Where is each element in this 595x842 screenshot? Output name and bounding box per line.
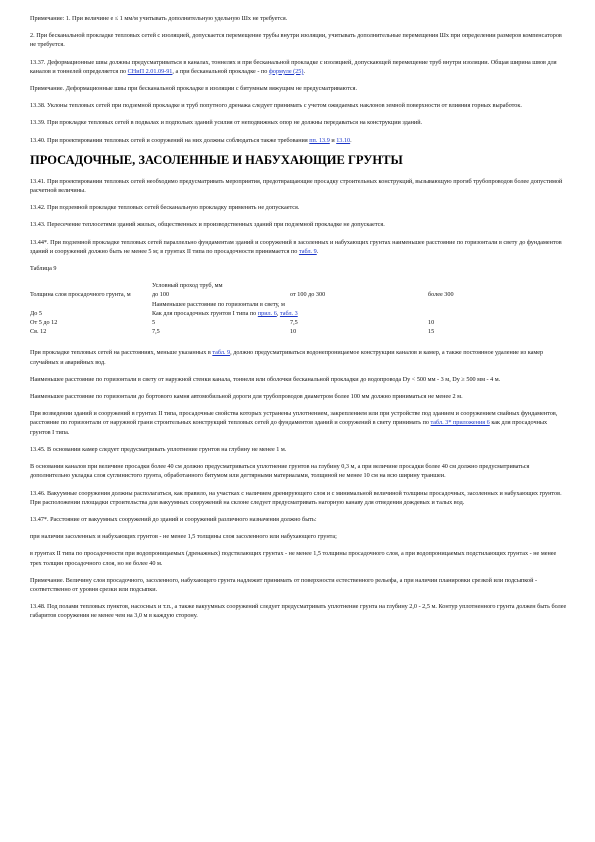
table-cell: От 5 до 12 (30, 319, 58, 327)
table-cell (152, 309, 568, 318)
paragraph-type-ii-soils (30, 409, 568, 437)
table-row (30, 309, 568, 318)
paragraph-road-curb-distance: Наименьшее расстояние по горизонтали до бортового камня автомобильной дороги для трубопроводов диаметром более 100 мм должно приниматься не менее 2 м. (30, 393, 463, 401)
clause-text: . (303, 67, 305, 75)
paragraph-closer-distances (30, 348, 568, 366)
clause-13-38: 13.38. Уклоны тепловых сетей при подземной прокладке и труб попутного дренажа следует принимать с учетом ожидаемых наклонов земной поверхности от влияния горных выработок. (30, 102, 522, 110)
clause-13-45: 13.45. В основании камер следует предусматривать уплотнение грунтов на глубину не менее 1 м. (30, 445, 287, 453)
paragraph-text: При прокладке тепловых сетей на расстояниях, меньше указанных в (30, 349, 213, 357)
table-cell: Св. 12 (30, 328, 47, 336)
clause-13-41: 13.41. При проектировании тепловых сетей необходимо предусматривать мероприятия, предотвращающие просадку строительных конструкций, вызывающую прогиб трубопроводов более допустимой расчетной величины. (30, 177, 563, 195)
appendix-6-link[interactable]: прил. 6 (257, 309, 277, 317)
clause-13-43: 13.43. Пересечение теплосетями зданий жилых, общественных и производственных зданий при подземной прокладке не допускается. (30, 221, 385, 229)
appendix-6-table-3-link[interactable]: табл. 3* приложения 6 (430, 419, 490, 427)
table-cell: 7,5 (290, 319, 298, 327)
note-expansion-joints: Примечание. Деформационные швы при бесканальной прокладке в изоляции с битумным вяжущим не предусматриваются. (30, 85, 358, 93)
table-cell: До 5 (30, 309, 42, 317)
paragraph-text: как для просадочных грунтов I типа. (30, 419, 548, 436)
clause-13-37 (30, 58, 568, 76)
note-2: 2. При бесканальной прокладке тепловых сетей с изоляцией, допускается перемещение трубы внутри изоляции, учитывать дополнительные перемещения Шх при определении размеров компенсаторов не требуется. (30, 32, 562, 49)
table-header-cell: Толщина слоя просадочного грунта, м (30, 291, 131, 299)
clause-text: 13.37. Деформационные швы должны предусматриваться в каналах, тоннелях и при бесканальной прокладке с изоляцией, допускающей перемещение труб внутри изоляции. Общая ширина швов для каналов и тоннелей определяется по (30, 58, 557, 75)
clause-13-9-link[interactable]: пп. 13.9 (309, 136, 330, 144)
table-header-cell: от 100 до 300 (290, 291, 326, 299)
table-header-cell: Условный проход труб, мм (152, 282, 223, 290)
clause-13-48: 13.48. Под полами тепловых пунктов, насосных и т.п., а также вакуумных сооружений следует предусматривать уплотнение грунта на глубину 2,0 - 2,5 м. Контур уплотненного грунта должен быть более габаритов сооружения не менее чем на 3,0 м в каждую сторону. (30, 603, 567, 620)
table-header-cell: Наименьшее расстояние по горизонтали в свету, м (152, 300, 285, 308)
table-9-link[interactable]: табл. 9 (298, 247, 317, 255)
table-header-cell: до 100 (152, 291, 170, 299)
paragraph-saline-soils: при наличии засоленных и набухающих грунтов - не менее 1,5 толщины слоя засоленного или набухающего грунта; (30, 533, 337, 541)
document-page (30, 14, 568, 629)
clause-text: . (350, 136, 352, 144)
clause-13-44 (30, 238, 568, 256)
table-cell: 7,5 (152, 328, 160, 336)
clause-text: 13.44*. При подземной прокладке тепловых сетей параллельно фундаментам зданий и сооружений в засоленных и набухающих грунтах наименьшее расстояние по горизонтали в свету до фундаментов зданий и сооружений должно быть не менее 5 м; в грунтах II типа по просадочности принимается по (30, 238, 562, 255)
table-9-link[interactable]: табл. 9 (212, 349, 231, 357)
clause-13-42: 13.42. При подземной прокладке тепловых сетей бесканальную прокладку применять не допускается. (30, 204, 300, 212)
table-row (30, 327, 568, 336)
note-layer-thickness: Примечание. Величину слоя просадочного, засоленного, набухающего грунта надлежит принимать от поверхности естественного рельефа, а при наличии планировки срезкой или подсыпкой - соответственно от уровня срезки или подсыпки. (30, 576, 538, 593)
clause-text: и (329, 136, 337, 144)
clause-13-47: 13.47*. Расстояние от вакуумных сооружений до зданий и сооружений различного назначения должно быть: (30, 515, 317, 523)
clause-13-40 (30, 136, 568, 145)
clause-text: . (316, 247, 319, 255)
formula-25-link[interactable]: формуле (25) (268, 67, 304, 75)
paragraph-text: При возведении зданий и сооружений в грунтах II типа, просадочные свойства которых устранены уплотнением, закреплением или при устройстве под зданием и сооружением свайных фундаментов, расстояние по горизонтали от наружной грани строительных конструкций тепловых сетей до фундаментов зданий и сооружений в свету принимать по (30, 410, 558, 427)
paragraph-type-ii-distance: в грунтах II типа по просадочности при водопроницаемых (дренажных) подстилающих грунтах - не менее 1,5 толщины просадочного слоя, а при водопроницаемых подстилающих грунтах - не менее трех толщин просадочного слоя, но не более 40 м. (30, 550, 557, 567)
paragraph-channel-base: В основании каналов при величине просадки более 40 см должно предусматриваться уплотнение грунтов на глубину 0,3 м, а при величине просадки более 40 см должно предусматриваться дополнительно укладка слоя суглинистого грунта, обработанного битумом или дегтярными материалами, толщиной не менее 10 см на всю ширину траншеи. (30, 463, 530, 480)
section-heading: ПРОСАДОЧНЫЕ, ЗАСОЛЕННЫЕ И НАБУХАЮЩИЕ ГРУНТЫ (30, 152, 403, 167)
table-header-row (30, 281, 568, 290)
clause-13-39: 13.39. При прокладке тепловых сетей в подвалах и подпольях зданий усилия от неподвижных опор не должны передаваться на конструкции зданий. (30, 119, 423, 127)
table-caption: Таблица 9 (30, 265, 57, 273)
table-cell: 10 (290, 328, 297, 336)
table-cell: 5 (152, 319, 156, 327)
paragraph-water-pipe-distance: Наименьшее расстояние по горизонтали в свету от наружной стенки канала, тоннеля или оболочки бесканальной прокладки до водопровода Dу < 500 мм - 3 м, Dу ≥ 500 мм - 4 м. (30, 375, 501, 383)
clause-text: 13.40. При проектировании тепловых сетей и сооружений на них должны соблюдаться также требования (30, 136, 310, 144)
clause-13-46: 13.46. Вакуумные сооружения должны располагаться, как правило, на участках с наличием дренирующего слоя и с минимальной величиной толщины просадочных, засоленных и набухающих грунтов. При расположении площадки строительства для вакуумных сооружений на склоне следует предусматривать нагорную канаву для отведения дождевых и талых вод. (30, 489, 562, 506)
table-3-link[interactable]: табл. 3 (279, 309, 298, 317)
clause-13-10-link[interactable]: 13.10 (336, 136, 351, 144)
cell-text: Как для просадочных грунтов I типа по (152, 309, 258, 317)
table-row (30, 318, 568, 327)
table-cell: 10 (428, 319, 435, 327)
cell-text: , (276, 309, 280, 317)
clause-text: , а при бесканальной прокладке - по (172, 67, 269, 75)
table-9 (30, 281, 568, 336)
note-1: Примечание: 1. При величине e ≤ 1 мм/м учитывать дополнительную удельную Шх не требуется. (30, 15, 288, 22)
snip-link[interactable]: СНиП 2.01.09-91 (127, 67, 173, 75)
table-cell: 15 (428, 328, 435, 336)
table-header-cell: более 300 (428, 291, 454, 299)
paragraph-text: , должно предусматриваться водонепроницаемое конструкции каналов и камер, а также постоянное удаление из камер случайных и аварийных вод. (30, 349, 544, 366)
